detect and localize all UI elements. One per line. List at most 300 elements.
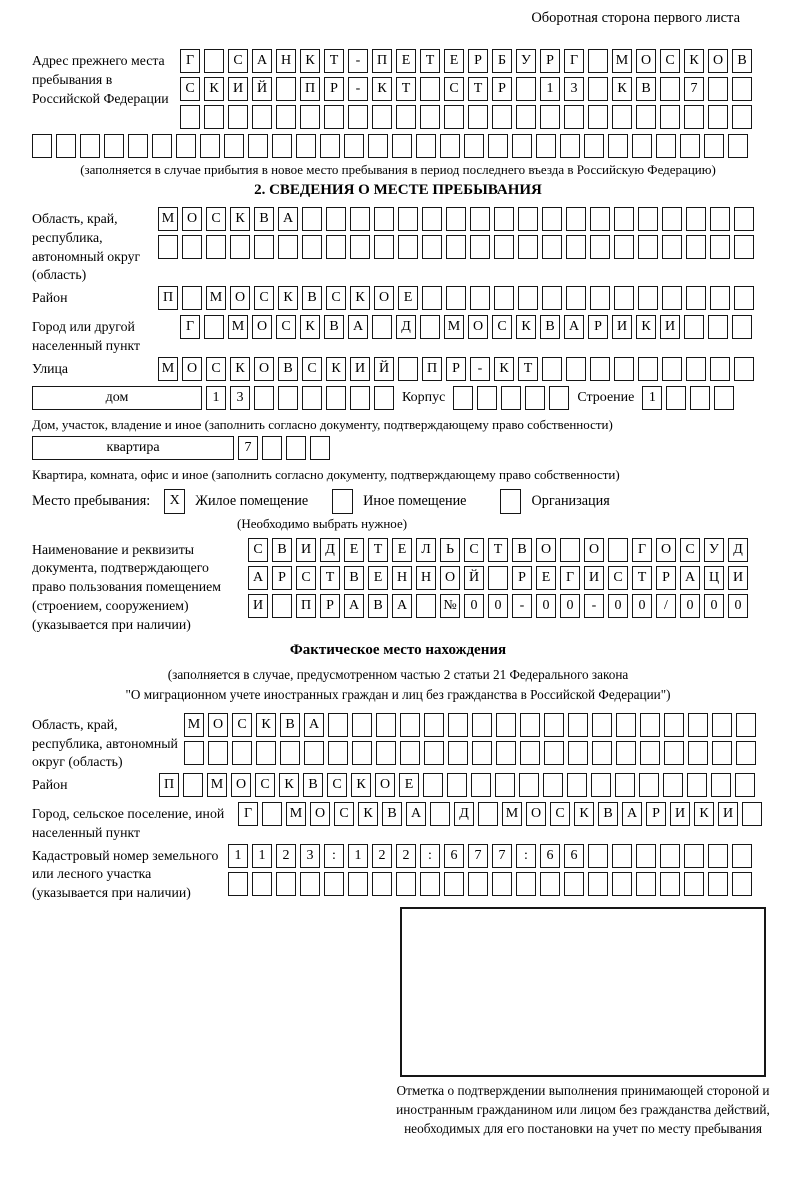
char-cell xyxy=(494,286,514,310)
char-cell: В xyxy=(732,49,752,73)
street-row xyxy=(158,357,764,381)
char-cell: 3 xyxy=(300,844,320,868)
char-cell xyxy=(680,134,700,158)
char-cell xyxy=(656,134,676,158)
char-cell xyxy=(588,844,608,868)
char-cell: И xyxy=(660,315,680,339)
char-cell: П xyxy=(372,49,392,73)
char-cell xyxy=(732,105,752,129)
char-cell: К xyxy=(278,286,298,310)
char-cell xyxy=(400,741,420,765)
char-cell: С xyxy=(327,773,347,797)
char-cell: Т xyxy=(396,77,416,101)
char-cell: С xyxy=(180,77,200,101)
char-cell xyxy=(568,713,588,737)
char-cell: Е xyxy=(399,773,419,797)
char-cell: 0 xyxy=(560,594,580,618)
char-cell: В xyxy=(512,538,532,562)
char-cell: 2 xyxy=(396,844,416,868)
char-cell xyxy=(516,105,536,129)
char-cell xyxy=(262,436,282,460)
char-cell xyxy=(734,235,754,259)
char-cell xyxy=(662,207,682,231)
char-cell: В xyxy=(280,713,300,737)
char-cell xyxy=(468,105,488,129)
char-cell: - xyxy=(348,49,368,73)
char-cell: С xyxy=(444,77,464,101)
char-cell xyxy=(684,872,704,896)
char-cell: С xyxy=(608,566,628,590)
char-cell xyxy=(732,315,752,339)
char-cell xyxy=(540,872,560,896)
char-cell xyxy=(660,872,680,896)
char-cell xyxy=(732,872,752,896)
char-cell: Ц xyxy=(704,566,724,590)
char-cell: А xyxy=(680,566,700,590)
prev-address-row-2 xyxy=(180,77,764,101)
char-cell xyxy=(228,105,248,129)
char-cell xyxy=(420,872,440,896)
char-cell xyxy=(374,235,394,259)
house-box-label: дом xyxy=(105,389,129,405)
prev-address-row-4 xyxy=(32,134,764,158)
char-cell: В xyxy=(254,207,274,231)
char-cell: - xyxy=(470,357,490,381)
char-cell: А xyxy=(344,594,364,618)
char-cell: О xyxy=(636,49,656,73)
char-cell xyxy=(420,315,440,339)
char-cell: 0 xyxy=(704,594,724,618)
char-cell xyxy=(660,105,680,129)
actual-region-row-2 xyxy=(184,741,764,765)
prev-address-label: Адрес прежнего места пребывания в Российской Федерации xyxy=(32,53,169,106)
char-cell xyxy=(590,207,610,231)
char-cell xyxy=(614,207,634,231)
char-cell: С xyxy=(254,286,274,310)
char-cell xyxy=(422,207,442,231)
region-field xyxy=(32,207,764,285)
char-cell: Ь xyxy=(440,538,460,562)
char-cell xyxy=(564,105,584,129)
char-cell xyxy=(104,134,124,158)
stay-note: (Необходимо выбрать нужное) xyxy=(237,515,408,531)
stroenie-cells xyxy=(642,386,734,410)
char-cell xyxy=(590,235,610,259)
char-cell: С xyxy=(248,538,268,562)
char-cell: Д xyxy=(728,538,748,562)
char-cell xyxy=(448,741,468,765)
char-cell: Й xyxy=(374,357,394,381)
char-cell xyxy=(614,235,634,259)
char-cell: : xyxy=(324,844,344,868)
char-cell xyxy=(182,286,202,310)
char-cell: Б xyxy=(492,49,512,73)
char-cell xyxy=(518,207,538,231)
char-cell xyxy=(228,872,248,896)
char-cell: К xyxy=(516,315,536,339)
char-cell: Е xyxy=(392,538,412,562)
char-cell: 0 xyxy=(608,594,628,618)
char-cell: 0 xyxy=(464,594,484,618)
actual-city-field xyxy=(32,802,764,843)
char-cell xyxy=(732,77,752,101)
char-cell: Н xyxy=(276,49,296,73)
char-cell xyxy=(686,286,706,310)
char-cell xyxy=(184,741,204,765)
prev-address-field xyxy=(32,49,764,133)
char-cell xyxy=(420,105,440,129)
char-cell: В xyxy=(344,566,364,590)
char-cell xyxy=(248,134,268,158)
char-cell xyxy=(666,386,686,410)
char-cell: О xyxy=(526,802,546,826)
char-cell: Р xyxy=(540,49,560,73)
char-cell xyxy=(632,134,652,158)
actual-city-row xyxy=(238,802,764,826)
city-field xyxy=(32,315,764,356)
char-cell xyxy=(80,134,100,158)
char-cell: К xyxy=(230,207,250,231)
char-cell xyxy=(396,872,416,896)
char-cell xyxy=(252,872,272,896)
char-cell xyxy=(663,773,683,797)
char-cell xyxy=(472,713,492,737)
region-label: Область, край, республика, автономный округ (область) xyxy=(32,211,141,283)
char-cell: С xyxy=(302,357,322,381)
char-cell xyxy=(453,386,473,410)
char-cell xyxy=(276,872,296,896)
char-cell xyxy=(448,713,468,737)
char-cell: С xyxy=(228,49,248,73)
char-cell xyxy=(688,741,708,765)
char-cell: Т xyxy=(324,49,344,73)
char-cell xyxy=(470,207,490,231)
char-cell xyxy=(710,286,730,310)
city-rows xyxy=(180,315,764,356)
cadastre-row-1 xyxy=(228,844,764,868)
prev-address-row-3 xyxy=(180,105,764,129)
document-field xyxy=(32,538,764,635)
char-cell: Й xyxy=(464,566,484,590)
house-caption: Дом, участок, владение и иное (заполнить согласно документу, подтверждающему право собственности) xyxy=(32,416,613,432)
char-cell xyxy=(608,134,628,158)
char-cell xyxy=(230,235,250,259)
char-cell xyxy=(549,386,569,410)
char-cell xyxy=(710,207,730,231)
char-cell: П xyxy=(422,357,442,381)
cadastre-label: Кадастровый номер земельного или лесного участка (указывается при наличии) xyxy=(32,847,219,901)
char-cell xyxy=(398,357,418,381)
char-cell xyxy=(708,315,728,339)
document-row-3 xyxy=(248,594,764,618)
char-cell: О xyxy=(375,773,395,797)
char-cell: 6 xyxy=(540,844,560,868)
char-cell: Н xyxy=(392,566,412,590)
char-cell xyxy=(712,713,732,737)
char-cell xyxy=(204,49,224,73)
stay-place-label: Место пребывания: xyxy=(32,492,151,509)
char-cell: Н xyxy=(416,566,436,590)
char-cell: 1 xyxy=(642,386,662,410)
actual-district-row xyxy=(159,773,764,797)
char-cell: Д xyxy=(320,538,340,562)
char-cell: 7 xyxy=(492,844,512,868)
char-cell: А xyxy=(564,315,584,339)
char-cell xyxy=(591,773,611,797)
char-cell: П xyxy=(158,286,178,310)
char-cell: С xyxy=(660,49,680,73)
stay-option-other-label: Иное помещение xyxy=(363,492,467,509)
char-cell xyxy=(584,134,604,158)
char-cell: № xyxy=(440,594,460,618)
char-cell: К xyxy=(300,49,320,73)
confirmation-stamp-caption: Отметка о подтверждении выполнения принимающей стороной и иностранным гражданином или лицом без гражданства действий, необходимых для его постановки на учет по месту пребывания xyxy=(396,1082,770,1137)
char-cell: 2 xyxy=(372,844,392,868)
char-cell xyxy=(32,134,52,158)
char-cell xyxy=(296,134,316,158)
char-cell xyxy=(350,207,370,231)
char-cell xyxy=(636,105,656,129)
char-cell: Д xyxy=(454,802,474,826)
char-cell: А xyxy=(304,713,324,737)
char-cell xyxy=(232,741,252,765)
char-cell xyxy=(540,105,560,129)
char-cell xyxy=(662,286,682,310)
char-cell xyxy=(158,235,178,259)
char-cell: В xyxy=(272,538,292,562)
char-cell xyxy=(396,105,416,129)
district-rows xyxy=(158,286,764,314)
char-cell: В xyxy=(636,77,656,101)
char-cell xyxy=(372,105,392,129)
char-cell: А xyxy=(406,802,426,826)
char-cell xyxy=(446,235,466,259)
char-cell xyxy=(183,773,203,797)
char-cell xyxy=(564,872,584,896)
char-cell: П xyxy=(296,594,316,618)
korpus-cells xyxy=(453,386,569,410)
char-cell: О xyxy=(230,286,250,310)
char-cell: 2 xyxy=(276,844,296,868)
char-cell: Г xyxy=(564,49,584,73)
char-cell xyxy=(320,134,340,158)
char-cell: И xyxy=(584,566,604,590)
char-cell: С xyxy=(232,713,252,737)
char-cell: 1 xyxy=(540,77,560,101)
char-cell: И xyxy=(248,594,268,618)
actual-district-field xyxy=(32,773,764,801)
char-cell: 0 xyxy=(488,594,508,618)
char-cell: Т xyxy=(368,538,388,562)
char-cell xyxy=(324,105,344,129)
char-cell xyxy=(542,286,562,310)
char-cell: О xyxy=(440,566,460,590)
char-cell xyxy=(324,872,344,896)
char-cell xyxy=(639,773,659,797)
cadastre-field xyxy=(32,844,764,903)
char-cell: Т xyxy=(320,566,340,590)
char-cell: В xyxy=(598,802,618,826)
char-cell xyxy=(664,713,684,737)
stroenie-label: Строение xyxy=(577,389,635,405)
char-cell xyxy=(544,713,564,737)
char-cell: К xyxy=(684,49,704,73)
char-cell xyxy=(278,386,298,410)
char-cell: С xyxy=(206,357,226,381)
house-box xyxy=(32,386,202,410)
char-cell xyxy=(494,235,514,259)
char-cell xyxy=(350,386,370,410)
char-cell xyxy=(286,436,306,460)
char-cell xyxy=(708,844,728,868)
char-cell xyxy=(368,134,388,158)
char-cell: К xyxy=(326,357,346,381)
char-cell xyxy=(254,386,274,410)
char-cell: О xyxy=(254,357,274,381)
char-cell: Е xyxy=(444,49,464,73)
char-cell xyxy=(470,286,490,310)
char-cell xyxy=(204,105,224,129)
char-cell: М xyxy=(184,713,204,737)
char-cell: М xyxy=(612,49,632,73)
actual-region-rows xyxy=(184,713,764,772)
region-rows xyxy=(158,207,764,285)
char-cell xyxy=(400,713,420,737)
char-cell: О xyxy=(584,538,604,562)
char-cell: В xyxy=(278,357,298,381)
char-cell xyxy=(328,741,348,765)
char-cell: 7 xyxy=(238,436,258,460)
char-cell: О xyxy=(182,207,202,231)
actual-city-rows xyxy=(238,802,764,843)
char-cell: М xyxy=(158,207,178,231)
char-cell: 6 xyxy=(444,844,464,868)
char-cell: Р xyxy=(492,77,512,101)
char-cell xyxy=(732,844,752,868)
char-cell: А xyxy=(278,207,298,231)
char-cell: Р xyxy=(446,357,466,381)
char-cell: Т xyxy=(420,49,440,73)
char-cell xyxy=(472,741,492,765)
char-cell xyxy=(612,844,632,868)
apartment-caption: Квартира, комната, офис и иное (заполнить согласно документу, подтверждающему право собственности) xyxy=(32,466,620,482)
char-cell xyxy=(736,713,756,737)
char-cell xyxy=(328,713,348,737)
char-cell: О xyxy=(182,357,202,381)
char-cell xyxy=(326,386,346,410)
char-cell: В xyxy=(302,286,322,310)
char-cell: И xyxy=(350,357,370,381)
char-cell xyxy=(326,235,346,259)
char-cell: В xyxy=(324,315,344,339)
house-row xyxy=(32,386,764,414)
char-cell xyxy=(256,741,276,765)
actual-location-caption-1: (заполняется в случае, предусмотренном частью 2 статьи 21 Федерального закона xyxy=(167,667,629,683)
char-cell: Т xyxy=(488,538,508,562)
char-cell: Р xyxy=(468,49,488,73)
char-cell xyxy=(588,77,608,101)
char-cell xyxy=(608,538,628,562)
district-field xyxy=(32,286,764,314)
city-label: Город или другой населенный пункт xyxy=(32,319,141,353)
char-cell xyxy=(662,235,682,259)
char-cell: П xyxy=(159,773,179,797)
char-cell: Й xyxy=(252,77,272,101)
char-cell: 6 xyxy=(564,844,584,868)
korpus-label: Корпус xyxy=(402,389,446,405)
char-cell xyxy=(430,802,450,826)
char-cell xyxy=(206,235,226,259)
char-cell xyxy=(272,134,292,158)
char-cell xyxy=(280,741,300,765)
document-row-2 xyxy=(248,566,764,590)
char-cell xyxy=(560,134,580,158)
char-cell: Т xyxy=(468,77,488,101)
char-cell: И xyxy=(228,77,248,101)
char-cell xyxy=(464,134,484,158)
char-cell xyxy=(495,773,515,797)
district-row xyxy=(158,286,764,310)
char-cell xyxy=(488,566,508,590)
char-cell xyxy=(566,207,586,231)
char-cell: - xyxy=(348,77,368,101)
prev-address-rows xyxy=(180,49,764,133)
char-cell xyxy=(302,386,322,410)
char-cell xyxy=(566,235,586,259)
char-cell: С xyxy=(334,802,354,826)
char-cell: О xyxy=(252,315,272,339)
char-cell: : xyxy=(420,844,440,868)
char-cell: С xyxy=(255,773,275,797)
char-cell xyxy=(590,286,610,310)
char-cell: С xyxy=(276,315,296,339)
actual-location-title: Фактическое место нахождения xyxy=(289,642,507,659)
char-cell xyxy=(518,286,538,310)
char-cell: К xyxy=(494,357,514,381)
char-cell xyxy=(686,235,706,259)
char-cell xyxy=(588,872,608,896)
char-cell xyxy=(492,105,512,129)
char-cell: А xyxy=(252,49,272,73)
char-cell: А xyxy=(622,802,642,826)
char-cell xyxy=(374,207,394,231)
char-cell: О xyxy=(208,713,228,737)
char-cell: К xyxy=(279,773,299,797)
char-cell: Р xyxy=(512,566,532,590)
char-cell xyxy=(708,105,728,129)
char-cell xyxy=(588,105,608,129)
char-cell xyxy=(728,134,748,158)
char-cell: Е xyxy=(344,538,364,562)
street-label: Улица xyxy=(32,360,68,376)
char-cell: К xyxy=(350,286,370,310)
char-cell: О xyxy=(536,538,556,562)
char-cell xyxy=(447,773,467,797)
char-cell: Л xyxy=(416,538,436,562)
char-cell: В xyxy=(303,773,323,797)
char-cell xyxy=(446,286,466,310)
char-cell xyxy=(566,286,586,310)
char-cell xyxy=(496,741,516,765)
char-cell xyxy=(710,357,730,381)
char-cell xyxy=(398,207,418,231)
char-cell xyxy=(542,235,562,259)
char-cell xyxy=(300,105,320,129)
char-cell xyxy=(180,105,200,129)
char-cell: В xyxy=(540,315,560,339)
char-cell xyxy=(520,741,540,765)
char-cell xyxy=(350,235,370,259)
